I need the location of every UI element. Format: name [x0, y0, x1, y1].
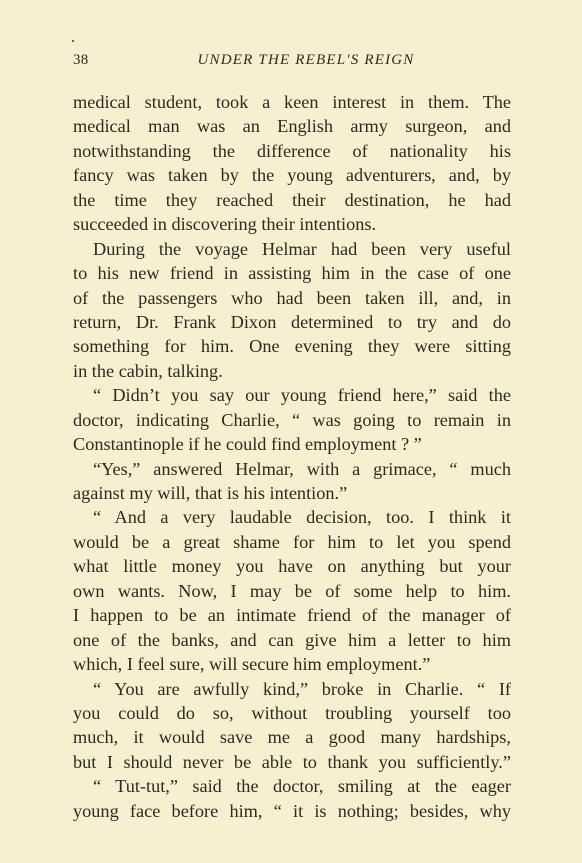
text-line: against my will, that is his intention.”: [73, 483, 348, 503]
text-line: fancy was taken by the young adventurers, and, by: [73, 165, 511, 186]
text-line: medical student, took a keen interest in them. The: [73, 92, 511, 112]
text-line: something for him. One evening they were sitting: [73, 336, 511, 357]
text-line: the time they reached their destination, he had: [73, 189, 511, 210]
text-line: return, Dr. Frank Dixon determined to try and do: [73, 311, 511, 332]
text-line: “ Tut-tut,” said the doctor, smiling at the eager: [93, 776, 511, 797]
text-line: I happen to be an intimate friend of the manager of: [73, 605, 511, 626]
text-line: “ And a very laudable decision, too. I think it: [93, 507, 511, 528]
text-line: would be a great shame for him to let you spend: [73, 531, 511, 552]
text-line: one of the banks, and can give him a letter to him: [73, 629, 511, 650]
page-header: [73, 52, 511, 74]
text-line: much, it would save me a good many hardships,: [73, 727, 511, 748]
text-line: but I should never be able to thank you sufficiently.”: [73, 751, 511, 772]
body-text: [73, 90, 511, 823]
text-line: medical man was an English army surgeon, and: [73, 116, 511, 137]
text-line: During the voyage Helmar had been very useful: [93, 238, 511, 259]
text-line: “Yes,” answered Helmar, with a grimace, “ much: [93, 458, 511, 479]
text-line: notwithstanding the difference of nationality his: [73, 140, 511, 161]
text-line: to his new friend in assisting him in the case of one: [73, 263, 511, 284]
page-number: 38: [73, 52, 89, 68]
text-line: own wants. Now, I may be of some help to him.: [73, 580, 511, 601]
text-line: doctor, indicating Charlie, “ was going to remain in: [73, 409, 511, 430]
text-line: what little money you have on anything but your: [73, 556, 511, 577]
text-line: “ Didn’t you say our young friend here,” said the: [93, 385, 511, 406]
text-line: young face before him, “ it is nothing; besides, why: [73, 800, 511, 821]
running-title: UNDER THE REBEL'S REIGN: [197, 52, 415, 68]
text-line: Constantinople if he could find employment ? ”: [73, 434, 422, 455]
text-line: “ You are awfully kind,” broke in Charlie. “ If: [93, 678, 511, 699]
text-line: in the cabin, talking.: [73, 360, 223, 381]
text-line: you could do so, without troubling yourself too: [73, 702, 511, 723]
text-line: of the passengers who had been taken ill, and, in: [73, 287, 511, 308]
text-line: succeeded in discovering their intentions.: [73, 214, 377, 235]
ink-speck: [72, 40, 74, 42]
text-line: which, I feel sure, will secure him employment.”: [73, 654, 431, 675]
